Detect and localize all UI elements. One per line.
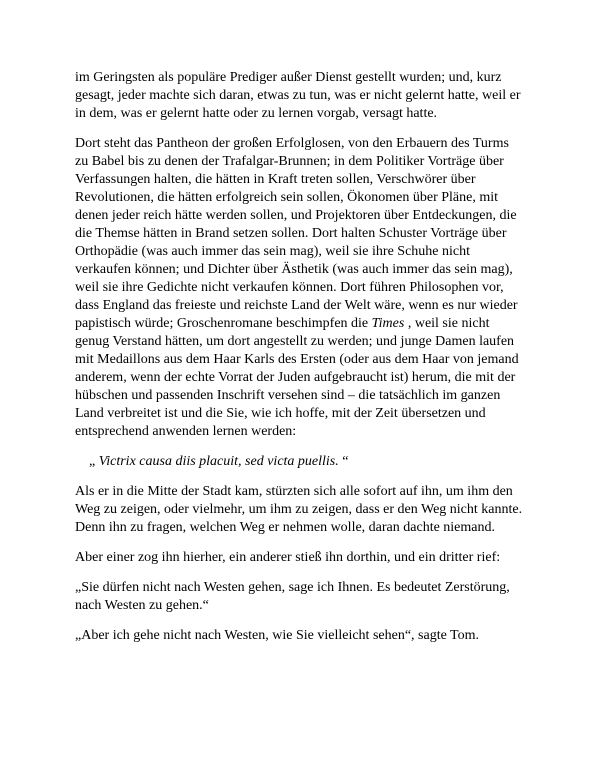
paragraph-2: Dort steht das Pantheon der großen Erfolglosen, von den Erbauern des Turms zu Babel bis zu denen der Trafalgar-Brunnen; in dem Politiker Vorträge über Verfassungen halten, die hätten in Kraft treten sollen, Verschwörer über Revolutionen, die hätten erfolgreich sein sollen, Ökonomen über Pläne, mit denen jeder reich hätte werden sollen, und Projektoren über Entdeckungen, die die Themse hätten in Brand setzen sollen. Dort halten Schuster Vorträge über Orthopädie (was auch immer das sein mag), weil sie ihre Schuhe nicht verkaufen können; und Dichter über Ästhetik (was auch immer das sein mag), weil sie ihre Gedichte nicht verkaufen können. Dort führen Philosophen vor, dass England das freieste und reichste Land der Welt wäre, wenn es nur wieder papistisch würde; Groschenromane beschimpfen die Times , weil sie nicht genug Verstand hätten, um dort angestellt zu werden; und junge Damen laufen mit Medaillons aus dem Haar Karls des Ersten (oder aus dem Haar von jemand anderem, wenn der echte Vorrat der Juden aufgebraucht ist) herum, die mit der hübschen und passenden Inschrift versehen sind – die tatsächlich im ganzen Land verbreitet ist und die Sie, wie ich hoffe, mit der Zeit übersetzen und entsprechend anwenden lernen werden: xyxy=(75,136,519,439)
quote-text: Victrix causa diis placuit, sed victa puellis. xyxy=(98,454,339,469)
paragraph-2-continuation: weil sie nicht genug Verstand hätten, um dort angestellt zu werden; und junge Damen laufen mit Medaillons aus dem Haar Karls des Ersten (oder aus dem Haar von jemand anderem, wenn der echte Vorrat der Juden aufgebraucht ist) herum, die mit der hübschen und passenden Inschrift versehen sind – die tatsächlich im ganzen Land verbreitet ist und die Sie, wie ich hoffe, mit der Zeit übersetzen und entsprechend anwenden lernen werden: xyxy=(75,316,519,439)
quote-close-mark: “ xyxy=(338,454,349,469)
paragraph-6: „Aber ich gehe nicht nach Westen, wie Sie vielleicht sehen“, sagte Tom. xyxy=(75,628,480,643)
paragraph-1: im Geringsten als populäre Prediger außer Dienst gestellt wurden; und, kurz gesagt, jeder machte sich daran, etwas zu tun, was er nicht gelernt hatte, weil er in dem, was er gelernt hatte oder zu lernen vorgab, versagt hatte. xyxy=(75,70,521,121)
newspaper-title: Times xyxy=(371,316,405,331)
latin-quote xyxy=(89,453,525,471)
paragraph-5: „Sie dürfen nicht nach Westen gehen, sage ich Ihnen. Es bedeutet Zerstörung, nach Westen zu gehen.“ xyxy=(75,580,510,613)
quote-open-mark: „ xyxy=(89,454,99,469)
paragraph-3: Als er in die Mitte der Stadt kam, stürzten sich alle sofort auf ihn, um ihm den Weg zu zeigen, oder vielmehr, um ihm zu zeigen, dass er den Weg nicht kannte. Denn ihn zu fragen, welchen Weg er nehmen wolle, daran dachte niemand. xyxy=(75,484,523,535)
paragraph-2-text: Dort steht das Pantheon der großen Erfolglosen, von den Erbauern des Turms zu Babel bis zu denen der Trafalgar-Brunnen; in dem Politiker Vorträge über Verfassungen halten, die hätten in Kraft treten sollen, Verschwörer über Revolutionen, die hätten erfolgreich sein sollen, Ökonomen über Pläne, mit denen jeder reich hätte werden sollen, und Projektoren über Entdeckungen, die die Themse hätten in Brand setzen sollen. Dort halten Schuster Vorträge über Orthopädie (was auch immer das sein mag), weil sie ihre Schuhe nicht verkaufen können; und Dichter über Ästhetik (was auch immer das sein mag), weil sie ihre Gedichte nicht verkaufen können. Dort führen Philosophen vor, dass England das freieste und reichste Land der Welt wäre, wenn es nur wieder papistisch würde; Groschenromane beschimpfen die xyxy=(75,136,518,331)
paragraph-4: Aber einer zog ihn hierher, ein anderer stieß ihn dorthin, und ein dritter rief: xyxy=(75,550,501,565)
document-page xyxy=(75,69,525,657)
